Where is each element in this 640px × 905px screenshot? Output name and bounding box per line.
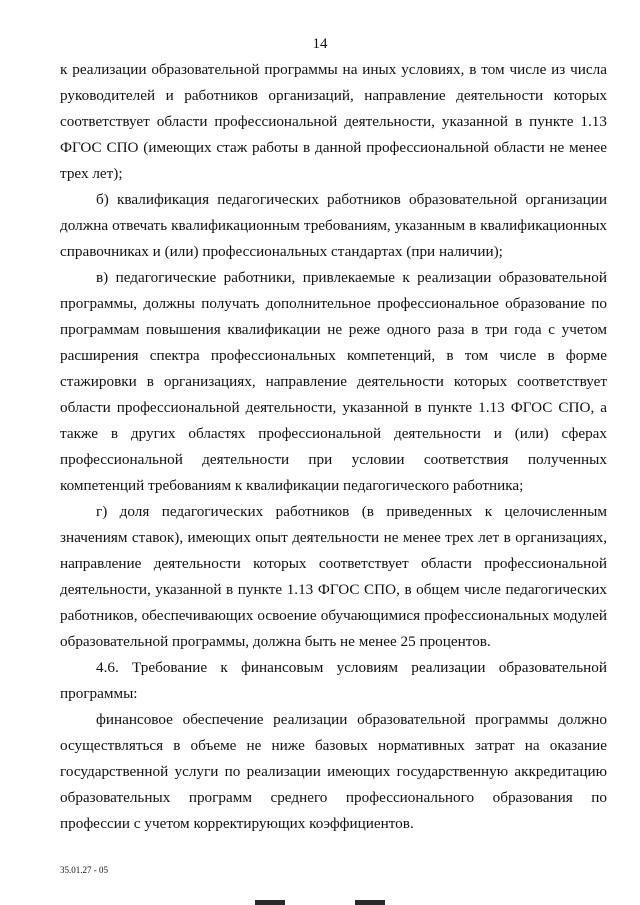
- paragraph-item-v: в) педагогические работники, привлекаемые к реализации образовательной программы, должны получать дополнительное профессиональное образование по программам повышения квалификации не реже одного раза в три года с учетом расширения спектра профессиональных компетенций, в том числе в форме стажировки в организациях, направление деятельности которых соответствует области профессиональной деятельности, указанной в пункте 1.13 ФГОС СПО, а также в других областях профессиональной деятельности и (или) сферах профессиональной деятельности при условии соответствия полученных компетенций требованиям к квалификации педагогического работника;: [60, 269, 607, 494]
- paragraph-item-b: б) квалификация педагогических работников образовательной организации должна отвечать квалификационным требованиям, указанным в квалификационных справочниках и (или) профессиональных стандартах (при наличии);: [60, 191, 607, 260]
- paragraph-financial-support: финансовое обеспечение реализации образовательной программы должно осуществляться в объеме не ниже базовых нормативных затрат на оказание государственной услуги по реализации имеющих государственную аккредитацию образовательных программ среднего профессионального образования по профессии с учетом корректирующих коэффициентов.: [60, 711, 607, 832]
- page-number: 14: [312, 36, 328, 52]
- document-code: 35.01.27 - 05: [60, 865, 108, 875]
- scan-mark: [255, 900, 285, 905]
- scan-mark: [355, 900, 385, 905]
- paragraph-item-g: г) доля педагогических работников (в приведенных к целочисленным значениям ставок), имеющих опыт деятельности не менее трех лет в организациях, направление деятельности которых соответствует области профессиональной деятельности, указанной в пункте 1.13 ФГОС СПО, в общем числе педагогических работников, обеспечивающих освоение обучающимися профессиональных модулей образовательной программы, должна быть не менее 25 процентов.: [60, 503, 607, 650]
- document-body: [60, 57, 607, 837]
- paragraph-continuation: к реализации образовательной программы на иных условиях, в том числе из числа руководителей и работников организаций, направление деятельности которых соответствует области профессиональной деятельности, указанной в пункте 1.13 ФГОС СПО (имеющих стаж работы в данной профессиональной области не менее трех лет);: [60, 61, 607, 182]
- paragraph-section-4-6: 4.6. Требование к финансовым условиям реализации образовательной программы:: [60, 659, 607, 702]
